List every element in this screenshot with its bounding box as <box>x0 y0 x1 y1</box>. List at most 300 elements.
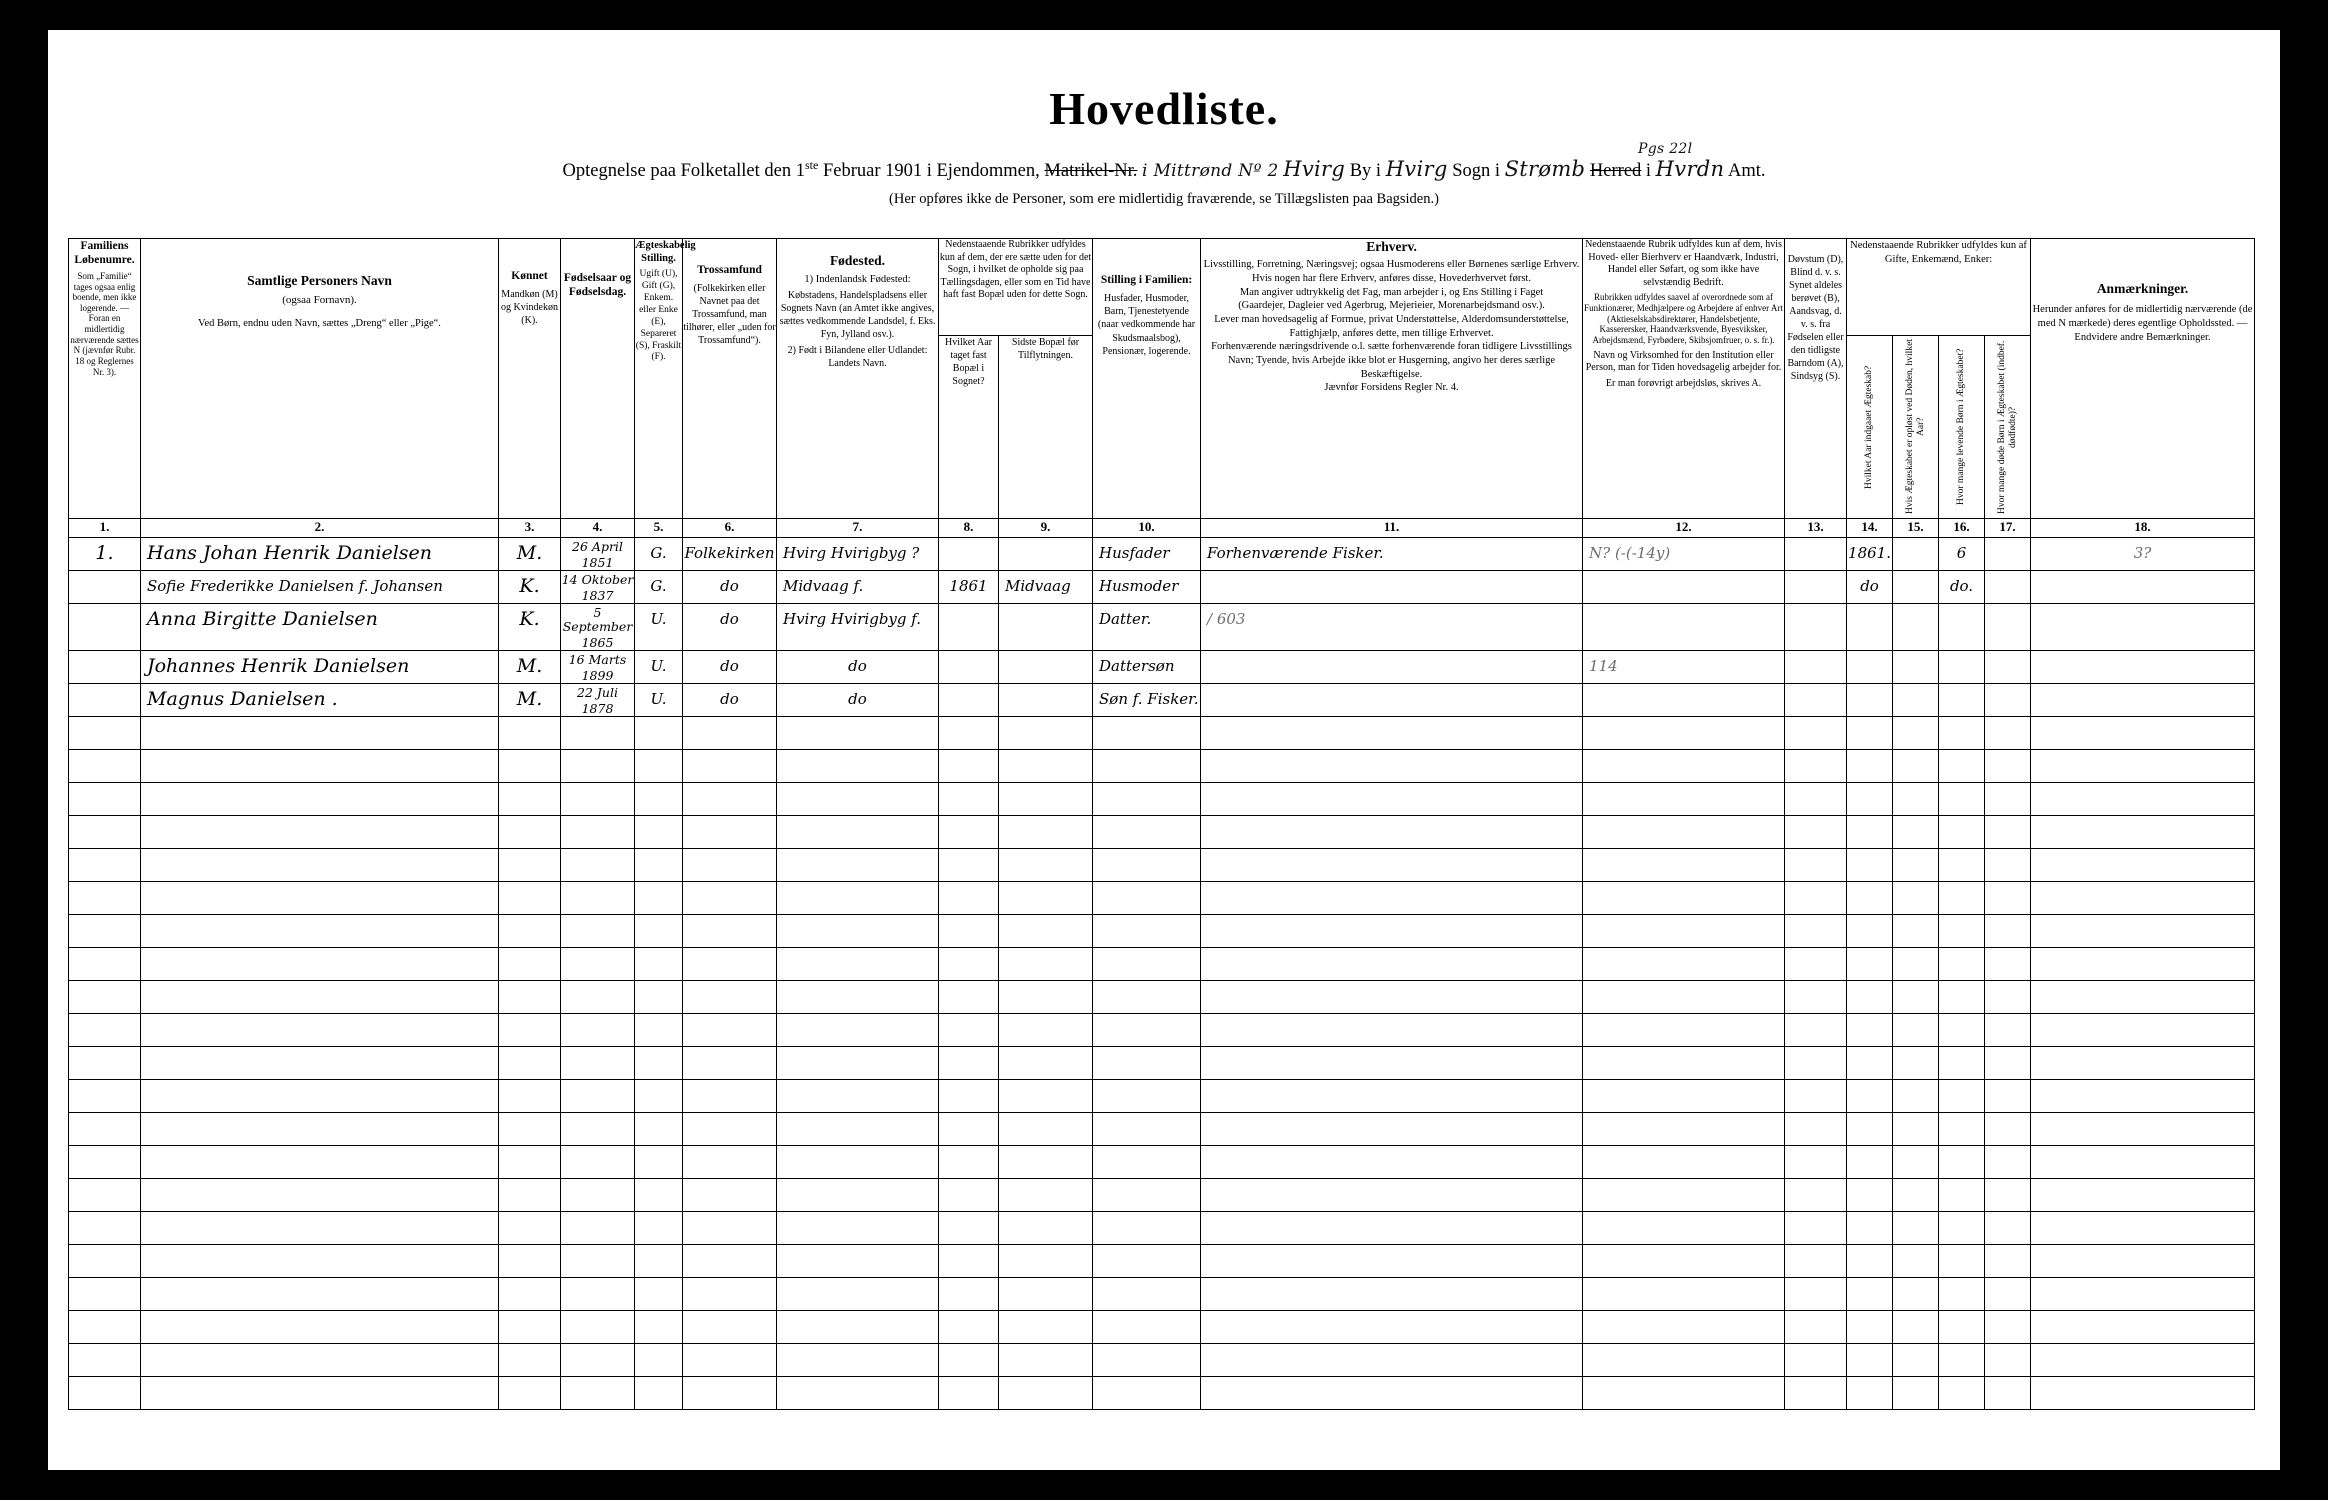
cell-empty[interactable] <box>777 849 939 882</box>
table-row-empty[interactable] <box>69 1113 2255 1146</box>
cell-empty[interactable] <box>561 1080 635 1113</box>
cell-empty[interactable] <box>777 1179 939 1212</box>
cell-empty[interactable] <box>999 816 1093 849</box>
cell-empty[interactable] <box>1939 1146 1985 1179</box>
cell-empty[interactable] <box>1583 1344 1785 1377</box>
cell-empty[interactable] <box>2031 1047 2255 1080</box>
cell-defekt[interactable] <box>1785 538 1847 571</box>
cell-empty[interactable] <box>499 948 561 981</box>
cell-empty[interactable] <box>683 915 777 948</box>
cell-tilflytaar[interactable] <box>939 651 999 684</box>
cell-fodsel[interactable] <box>561 571 635 604</box>
cell-empty[interactable] <box>1785 1179 1847 1212</box>
cell-anmerkning[interactable] <box>2031 684 2255 717</box>
table-row-empty[interactable] <box>69 1311 2255 1344</box>
cell-empty[interactable] <box>2031 882 2255 915</box>
cell-empty[interactable] <box>69 1113 141 1146</box>
cell-empty[interactable] <box>1785 948 1847 981</box>
cell-empty[interactable] <box>635 981 683 1014</box>
table-row[interactable] <box>69 604 2255 651</box>
cell-sidste-bopel[interactable] <box>999 538 1093 571</box>
cell-empty[interactable] <box>683 1212 777 1245</box>
cell-defekt[interactable] <box>1785 571 1847 604</box>
table-row-empty[interactable] <box>69 1278 2255 1311</box>
cell-empty[interactable] <box>1939 1113 1985 1146</box>
cell-empty[interactable] <box>1893 1047 1939 1080</box>
cell-kon[interactable] <box>499 651 561 684</box>
cell-empty[interactable] <box>2031 1212 2255 1245</box>
table-row[interactable] <box>69 684 2255 717</box>
cell-defekt[interactable] <box>1785 651 1847 684</box>
cell-empty[interactable] <box>1785 915 1847 948</box>
cell-empty[interactable] <box>1893 1113 1939 1146</box>
cell-empty[interactable] <box>69 981 141 1014</box>
cell-empty[interactable] <box>777 1344 939 1377</box>
cell-empty[interactable] <box>1583 1080 1785 1113</box>
cell-empty[interactable] <box>69 948 141 981</box>
cell-empty[interactable] <box>1893 1179 1939 1212</box>
cell-empty[interactable] <box>561 1377 635 1410</box>
cell-opl-aar[interactable] <box>1893 538 1939 571</box>
cell-empty[interactable] <box>1093 1377 1201 1410</box>
table-row-empty[interactable] <box>69 1179 2255 1212</box>
cell-tros[interactable] <box>683 651 777 684</box>
cell-navn[interactable] <box>141 604 499 651</box>
cell-empty[interactable] <box>1939 816 1985 849</box>
cell-familienr[interactable] <box>69 651 141 684</box>
cell-empty[interactable] <box>635 1212 683 1245</box>
cell-stilling[interactable] <box>1093 651 1201 684</box>
cell-empty[interactable] <box>1893 1377 1939 1410</box>
cell-anmerkning[interactable] <box>2031 604 2255 651</box>
cell-empty[interactable] <box>1583 1278 1785 1311</box>
cell-gift-aar[interactable] <box>1847 684 1893 717</box>
cell-empty[interactable] <box>999 783 1093 816</box>
cell-empty[interactable] <box>1201 981 1583 1014</box>
cell-empty[interactable] <box>1093 1179 1201 1212</box>
cell-dode-born[interactable] <box>1985 571 2031 604</box>
cell-empty[interactable] <box>1985 1113 2031 1146</box>
cell-empty[interactable] <box>141 1014 499 1047</box>
cell-empty[interactable] <box>999 1014 1093 1047</box>
table-row-empty[interactable] <box>69 783 2255 816</box>
cell-empty[interactable] <box>1201 1047 1583 1080</box>
cell-empty[interactable] <box>777 1278 939 1311</box>
cell-empty[interactable] <box>1201 717 1583 750</box>
cell-empty[interactable] <box>69 849 141 882</box>
cell-empty[interactable] <box>999 1344 1093 1377</box>
cell-empty[interactable] <box>1893 915 1939 948</box>
table-row-empty[interactable] <box>69 1146 2255 1179</box>
cell-empty[interactable] <box>499 915 561 948</box>
cell-empty[interactable] <box>1893 1278 1939 1311</box>
cell-empty[interactable] <box>1583 882 1785 915</box>
cell-empty[interactable] <box>635 1179 683 1212</box>
cell-empty[interactable] <box>1583 1113 1785 1146</box>
cell-empty[interactable] <box>1093 849 1201 882</box>
cell-dode-born[interactable] <box>1985 604 2031 651</box>
cell-empty[interactable] <box>141 750 499 783</box>
cell-empty[interactable] <box>1847 783 1893 816</box>
cell-empty[interactable] <box>561 882 635 915</box>
cell-empty[interactable] <box>1583 981 1785 1014</box>
cell-empty[interactable] <box>1201 1080 1583 1113</box>
table-row[interactable] <box>69 651 2255 684</box>
cell-empty[interactable] <box>999 1278 1093 1311</box>
cell-tros[interactable] <box>683 604 777 651</box>
cell-sidste-bopel[interactable] <box>999 571 1093 604</box>
cell-empty[interactable] <box>1985 1080 2031 1113</box>
cell-erhverv[interactable] <box>1201 651 1583 684</box>
cell-empty[interactable] <box>999 1080 1093 1113</box>
cell-empty[interactable] <box>1785 783 1847 816</box>
cell-empty[interactable] <box>939 1278 999 1311</box>
cell-empty[interactable] <box>1847 1344 1893 1377</box>
cell-empty[interactable] <box>69 816 141 849</box>
cell-empty[interactable] <box>1985 1212 2031 1245</box>
cell-empty[interactable] <box>635 1377 683 1410</box>
cell-empty[interactable] <box>561 783 635 816</box>
cell-empty[interactable] <box>635 1278 683 1311</box>
cell-empty[interactable] <box>1847 948 1893 981</box>
cell-levende-born[interactable] <box>1939 651 1985 684</box>
cell-empty[interactable] <box>939 1344 999 1377</box>
cell-empty[interactable] <box>499 1047 561 1080</box>
cell-empty[interactable] <box>1093 816 1201 849</box>
cell-empty[interactable] <box>561 1113 635 1146</box>
cell-fodested[interactable] <box>777 538 939 571</box>
cell-stilling[interactable] <box>1093 571 1201 604</box>
cell-empty[interactable] <box>635 1047 683 1080</box>
cell-empty[interactable] <box>635 1311 683 1344</box>
cell-empty[interactable] <box>1985 1179 2031 1212</box>
cell-levende-born[interactable] <box>1939 538 1985 571</box>
cell-empty[interactable] <box>141 1344 499 1377</box>
cell-empty[interactable] <box>999 1311 1093 1344</box>
cell-empty[interactable] <box>1785 1146 1847 1179</box>
cell-empty[interactable] <box>141 1245 499 1278</box>
cell-empty[interactable] <box>777 1212 939 1245</box>
cell-empty[interactable] <box>777 1047 939 1080</box>
cell-empty[interactable] <box>1093 717 1201 750</box>
cell-empty[interactable] <box>1847 1278 1893 1311</box>
cell-empty[interactable] <box>683 1344 777 1377</box>
cell-empty[interactable] <box>1939 1179 1985 1212</box>
cell-empty[interactable] <box>683 816 777 849</box>
cell-empty[interactable] <box>69 1311 141 1344</box>
cell-empty[interactable] <box>561 816 635 849</box>
cell-empty[interactable] <box>1201 1179 1583 1212</box>
cell-empty[interactable] <box>561 1047 635 1080</box>
cell-empty[interactable] <box>939 948 999 981</box>
cell-empty[interactable] <box>939 750 999 783</box>
cell-empty[interactable] <box>561 1179 635 1212</box>
cell-empty[interactable] <box>1093 1047 1201 1080</box>
cell-empty[interactable] <box>499 1377 561 1410</box>
cell-empty[interactable] <box>635 816 683 849</box>
cell-empty[interactable] <box>939 816 999 849</box>
cell-empty[interactable] <box>777 1014 939 1047</box>
cell-empty[interactable] <box>141 849 499 882</box>
cell-stilling[interactable] <box>1093 684 1201 717</box>
cell-opl-aar[interactable] <box>1893 604 1939 651</box>
cell-empty[interactable] <box>1939 981 1985 1014</box>
cell-empty[interactable] <box>1583 1146 1785 1179</box>
cell-empty[interactable] <box>1093 1014 1201 1047</box>
cell-empty[interactable] <box>141 1047 499 1080</box>
cell-empty[interactable] <box>1093 1344 1201 1377</box>
cell-empty[interactable] <box>1201 1212 1583 1245</box>
cell-empty[interactable] <box>499 1344 561 1377</box>
cell-tros[interactable] <box>683 538 777 571</box>
cell-empty[interactable] <box>939 849 999 882</box>
cell-empty[interactable] <box>683 750 777 783</box>
cell-empty[interactable] <box>683 783 777 816</box>
cell-fodested[interactable] <box>777 684 939 717</box>
cell-empty[interactable] <box>1985 750 2031 783</box>
cell-empty[interactable] <box>939 1311 999 1344</box>
cell-empty[interactable] <box>1201 1278 1583 1311</box>
cell-empty[interactable] <box>561 849 635 882</box>
cell-empty[interactable] <box>499 1146 561 1179</box>
cell-empty[interactable] <box>1847 717 1893 750</box>
cell-empty[interactable] <box>2031 915 2255 948</box>
cell-empty[interactable] <box>1093 1212 1201 1245</box>
cell-empty[interactable] <box>999 1377 1093 1410</box>
cell-ekteskap[interactable] <box>635 604 683 651</box>
cell-empty[interactable] <box>1847 1311 1893 1344</box>
cell-empty[interactable] <box>777 915 939 948</box>
cell-dode-born[interactable] <box>1985 651 2031 684</box>
cell-empty[interactable] <box>1583 1047 1785 1080</box>
cell-empty[interactable] <box>999 1146 1093 1179</box>
cell-empty[interactable] <box>999 948 1093 981</box>
cell-empty[interactable] <box>1201 816 1583 849</box>
cell-empty[interactable] <box>561 1245 635 1278</box>
cell-empty[interactable] <box>1847 1179 1893 1212</box>
cell-empty[interactable] <box>999 1212 1093 1245</box>
cell-empty[interactable] <box>1583 948 1785 981</box>
cell-empty[interactable] <box>777 1377 939 1410</box>
cell-empty[interactable] <box>683 1014 777 1047</box>
cell-dode-born[interactable] <box>1985 538 2031 571</box>
cell-stilling[interactable] <box>1093 538 1201 571</box>
cell-empty[interactable] <box>1985 1014 2031 1047</box>
cell-empty[interactable] <box>1893 981 1939 1014</box>
cell-fodsel[interactable] <box>561 538 635 571</box>
cell-arbeidsgiver[interactable] <box>1583 571 1785 604</box>
cell-ekteskap[interactable] <box>635 651 683 684</box>
cell-empty[interactable] <box>69 1344 141 1377</box>
cell-empty[interactable] <box>1785 882 1847 915</box>
cell-empty[interactable] <box>1785 1245 1847 1278</box>
cell-empty[interactable] <box>1985 1377 2031 1410</box>
cell-empty[interactable] <box>635 1014 683 1047</box>
cell-opl-aar[interactable] <box>1893 571 1939 604</box>
cell-empty[interactable] <box>141 1080 499 1113</box>
cell-empty[interactable] <box>1893 816 1939 849</box>
cell-empty[interactable] <box>999 1113 1093 1146</box>
cell-sidste-bopel[interactable] <box>999 651 1093 684</box>
cell-empty[interactable] <box>1201 948 1583 981</box>
table-row-empty[interactable] <box>69 1377 2255 1410</box>
cell-empty[interactable] <box>683 1179 777 1212</box>
cell-empty[interactable] <box>1785 849 1847 882</box>
cell-empty[interactable] <box>2031 1113 2255 1146</box>
cell-empty[interactable] <box>1583 1311 1785 1344</box>
cell-empty[interactable] <box>1939 1245 1985 1278</box>
cell-empty[interactable] <box>1201 882 1583 915</box>
cell-empty[interactable] <box>1093 783 1201 816</box>
cell-arbeidsgiver[interactable] <box>1583 538 1785 571</box>
cell-empty[interactable] <box>499 717 561 750</box>
cell-empty[interactable] <box>1201 1014 1583 1047</box>
table-row-empty[interactable] <box>69 948 2255 981</box>
cell-arbeidsgiver[interactable] <box>1583 684 1785 717</box>
cell-empty[interactable] <box>2031 1245 2255 1278</box>
cell-empty[interactable] <box>561 948 635 981</box>
cell-empty[interactable] <box>141 1311 499 1344</box>
cell-ekteskap[interactable] <box>635 684 683 717</box>
cell-empty[interactable] <box>2031 1146 2255 1179</box>
cell-empty[interactable] <box>939 981 999 1014</box>
cell-empty[interactable] <box>69 1278 141 1311</box>
cell-empty[interactable] <box>1093 1080 1201 1113</box>
cell-empty[interactable] <box>1847 1245 1893 1278</box>
cell-erhverv[interactable] <box>1201 604 1583 651</box>
cell-empty[interactable] <box>1785 1047 1847 1080</box>
cell-empty[interactable] <box>1201 1377 1583 1410</box>
cell-empty[interactable] <box>999 915 1093 948</box>
cell-empty[interactable] <box>69 882 141 915</box>
table-row[interactable] <box>69 571 2255 604</box>
cell-empty[interactable] <box>1847 750 1893 783</box>
cell-empty[interactable] <box>1985 816 2031 849</box>
cell-empty[interactable] <box>499 1179 561 1212</box>
cell-kon[interactable] <box>499 684 561 717</box>
cell-empty[interactable] <box>999 750 1093 783</box>
table-row[interactable] <box>69 538 2255 571</box>
cell-levende-born[interactable] <box>1939 684 1985 717</box>
table-row-empty[interactable] <box>69 1245 2255 1278</box>
cell-empty[interactable] <box>2031 1344 2255 1377</box>
cell-empty[interactable] <box>1583 1179 1785 1212</box>
cell-empty[interactable] <box>1201 1245 1583 1278</box>
cell-empty[interactable] <box>683 948 777 981</box>
cell-empty[interactable] <box>999 882 1093 915</box>
cell-empty[interactable] <box>69 1047 141 1080</box>
cell-empty[interactable] <box>1847 849 1893 882</box>
cell-empty[interactable] <box>1785 750 1847 783</box>
cell-empty[interactable] <box>1939 1377 1985 1410</box>
cell-empty[interactable] <box>777 882 939 915</box>
cell-empty[interactable] <box>561 717 635 750</box>
cell-empty[interactable] <box>1893 948 1939 981</box>
cell-anmerkning[interactable] <box>2031 538 2255 571</box>
cell-empty[interactable] <box>1985 1146 2031 1179</box>
cell-empty[interactable] <box>499 1212 561 1245</box>
cell-empty[interactable] <box>1583 750 1785 783</box>
cell-empty[interactable] <box>499 1245 561 1278</box>
cell-empty[interactable] <box>635 750 683 783</box>
cell-empty[interactable] <box>683 1377 777 1410</box>
table-row-empty[interactable] <box>69 1344 2255 1377</box>
cell-empty[interactable] <box>939 1113 999 1146</box>
cell-empty[interactable] <box>561 750 635 783</box>
cell-empty[interactable] <box>499 783 561 816</box>
cell-empty[interactable] <box>1939 717 1985 750</box>
cell-empty[interactable] <box>1985 717 2031 750</box>
cell-empty[interactable] <box>141 882 499 915</box>
table-row-empty[interactable] <box>69 1014 2255 1047</box>
cell-empty[interactable] <box>1201 1146 1583 1179</box>
cell-defekt[interactable] <box>1785 604 1847 651</box>
cell-empty[interactable] <box>1785 816 1847 849</box>
cell-empty[interactable] <box>2031 1278 2255 1311</box>
cell-empty[interactable] <box>69 1080 141 1113</box>
cell-empty[interactable] <box>777 981 939 1014</box>
cell-gift-aar[interactable] <box>1847 604 1893 651</box>
cell-empty[interactable] <box>939 1047 999 1080</box>
cell-empty[interactable] <box>999 717 1093 750</box>
cell-empty[interactable] <box>1583 1014 1785 1047</box>
cell-navn[interactable] <box>141 538 499 571</box>
cell-ekteskap[interactable] <box>635 538 683 571</box>
cell-empty[interactable] <box>777 1311 939 1344</box>
cell-empty[interactable] <box>1583 1212 1785 1245</box>
table-row-empty[interactable] <box>69 981 2255 1014</box>
cell-empty[interactable] <box>1847 1014 1893 1047</box>
cell-empty[interactable] <box>1093 981 1201 1014</box>
cell-empty[interactable] <box>499 816 561 849</box>
cell-empty[interactable] <box>499 1014 561 1047</box>
cell-empty[interactable] <box>1201 915 1583 948</box>
cell-empty[interactable] <box>1093 1311 1201 1344</box>
cell-stilling[interactable] <box>1093 604 1201 651</box>
cell-empty[interactable] <box>1985 1344 2031 1377</box>
cell-empty[interactable] <box>141 816 499 849</box>
cell-familienr[interactable] <box>69 538 141 571</box>
table-row-empty[interactable] <box>69 750 2255 783</box>
cell-empty[interactable] <box>683 882 777 915</box>
table-row-empty[interactable] <box>69 1080 2255 1113</box>
cell-empty[interactable] <box>777 1113 939 1146</box>
cell-empty[interactable] <box>999 1179 1093 1212</box>
cell-fodested[interactable] <box>777 604 939 651</box>
cell-empty[interactable] <box>939 1080 999 1113</box>
cell-empty[interactable] <box>499 849 561 882</box>
cell-empty[interactable] <box>1893 1014 1939 1047</box>
cell-defekt[interactable] <box>1785 684 1847 717</box>
cell-empty[interactable] <box>1985 783 2031 816</box>
cell-empty[interactable] <box>1985 1311 2031 1344</box>
cell-empty[interactable] <box>635 849 683 882</box>
cell-familienr[interactable] <box>69 604 141 651</box>
cell-empty[interactable] <box>1201 1113 1583 1146</box>
cell-empty[interactable] <box>561 1212 635 1245</box>
cell-empty[interactable] <box>561 1311 635 1344</box>
cell-empty[interactable] <box>141 1146 499 1179</box>
cell-empty[interactable] <box>2031 849 2255 882</box>
cell-empty[interactable] <box>69 915 141 948</box>
cell-empty[interactable] <box>1893 1080 1939 1113</box>
cell-empty[interactable] <box>69 1146 141 1179</box>
cell-empty[interactable] <box>1893 1146 1939 1179</box>
cell-empty[interactable] <box>141 1377 499 1410</box>
cell-empty[interactable] <box>777 1146 939 1179</box>
cell-empty[interactable] <box>2031 1014 2255 1047</box>
cell-empty[interactable] <box>1785 1113 1847 1146</box>
